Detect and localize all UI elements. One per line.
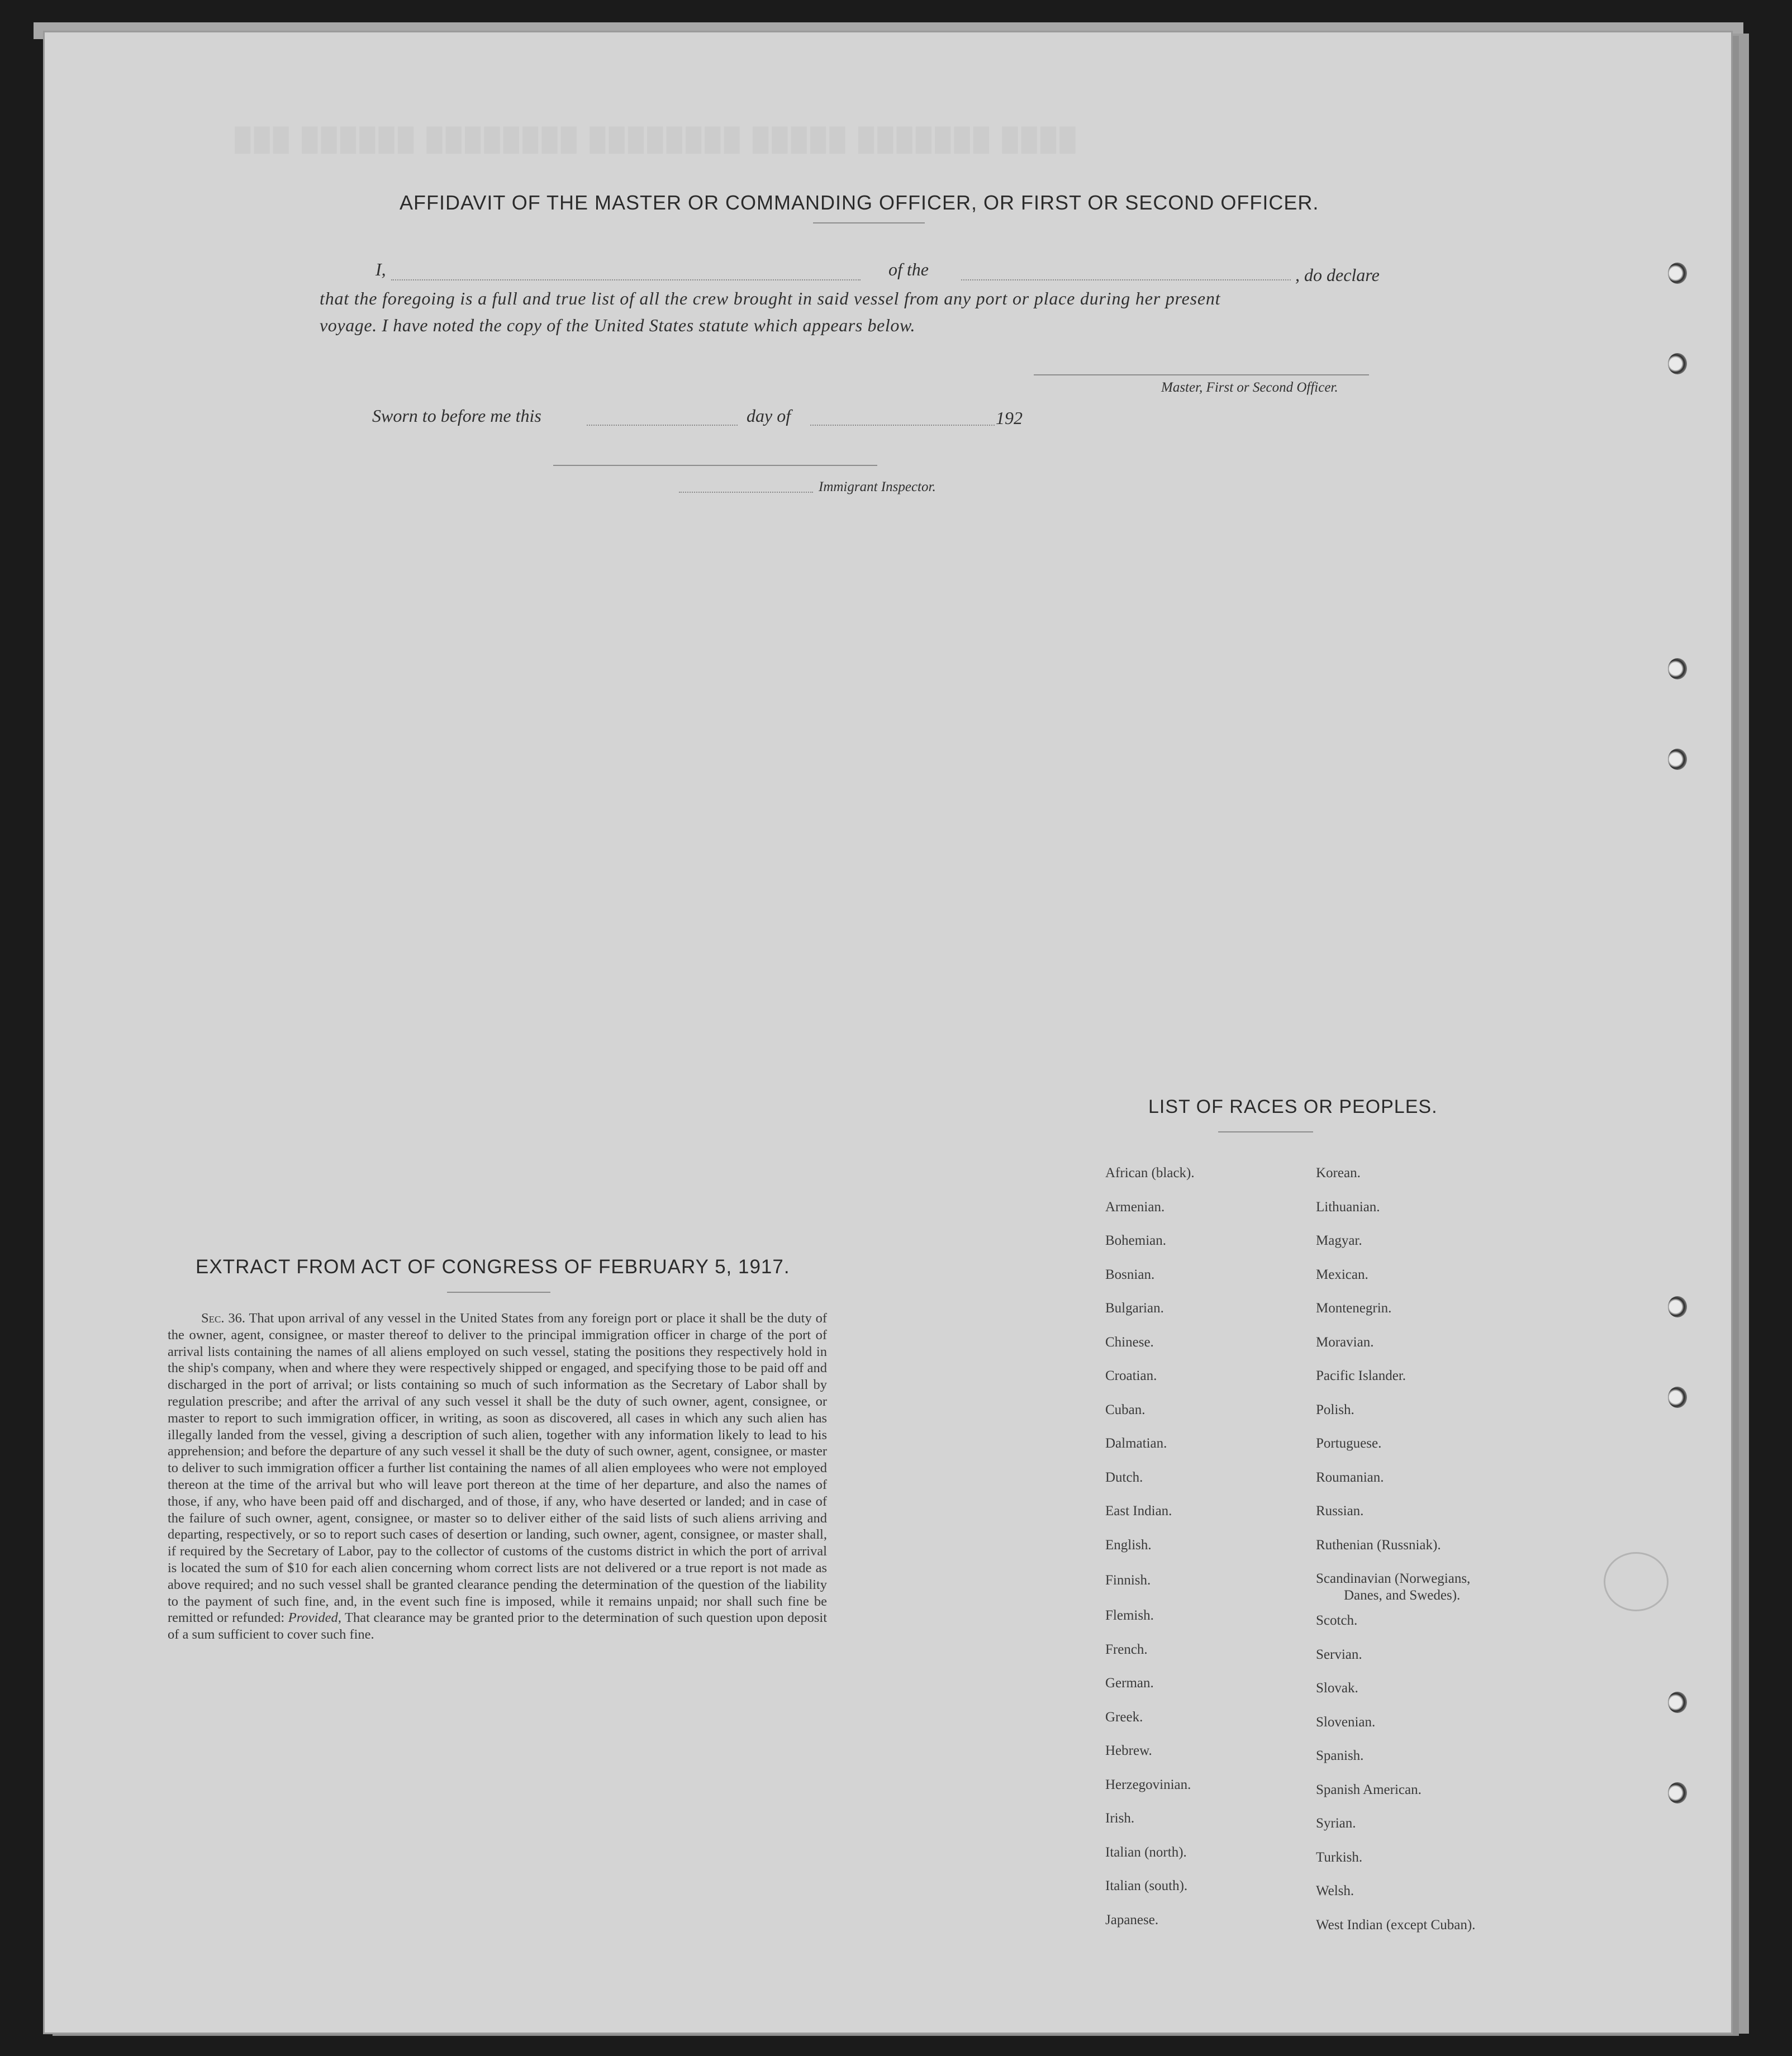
races-left-column (1105, 1156, 1195, 1937)
races-heading: LIST OF RACES OR PEOPLES. (1148, 1096, 1438, 1117)
race-item: Italian (south). (1105, 1878, 1188, 1893)
ink-stamp-icon (1604, 1552, 1669, 1611)
name-blank[interactable] (391, 279, 861, 280)
race-item: Dalmatian. (1105, 1436, 1167, 1451)
race-item: Russian. (1316, 1503, 1364, 1519)
race-item: German. (1105, 1676, 1154, 1691)
race-item: Greek. (1105, 1709, 1143, 1725)
race-item: Cuban. (1105, 1402, 1145, 1417)
bleed-through-text: ███ ██████ ████████ ████████ █████ ███████ ████ (235, 127, 1079, 152)
race-item: Armenian. (1105, 1199, 1165, 1215)
race-item: Scandinavian (Norwegians, (1316, 1571, 1471, 1586)
binding-hole-icon (1668, 353, 1687, 374)
inspector-dotted-line (679, 492, 813, 493)
extract-underline (447, 1292, 550, 1293)
race-item: Syrian. (1316, 1816, 1356, 1831)
day-of-label: day of (747, 406, 791, 426)
race-item: Servian. (1316, 1646, 1362, 1662)
binding-hole-icon (1668, 749, 1687, 770)
race-item: Turkish. (1316, 1849, 1363, 1865)
race-item: Polish. (1316, 1402, 1354, 1417)
year-prefix: 192 (996, 408, 1023, 428)
of-the-label: of the (888, 259, 929, 279)
race-item: Slovenian. (1316, 1714, 1376, 1730)
race-item: Flemish. (1105, 1608, 1154, 1623)
race-item: Spanish American. (1316, 1782, 1422, 1797)
statute-text (168, 1310, 827, 1643)
master-caption: Master, First or Second Officer. (1161, 380, 1338, 395)
race-item: Chinese. (1105, 1334, 1154, 1350)
statute-body-end: That clearance may be granted prior to the determination of such question upon deposit of a sum sufficient to cover such fine. (168, 1610, 828, 1643)
race-item: East Indian. (1105, 1503, 1172, 1519)
sworn-month-blank[interactable] (810, 425, 995, 426)
race-item: Portuguese. (1316, 1436, 1382, 1451)
sworn-label: Sworn to before me this (372, 406, 541, 426)
race-item: Lithuanian. (1316, 1199, 1380, 1215)
race-item: Bohemian. (1105, 1233, 1167, 1248)
race-item: Spanish. (1316, 1748, 1364, 1763)
race-item: Irish. (1105, 1811, 1135, 1826)
race-item: Magyar. (1316, 1233, 1362, 1248)
binding-hole-icon (1668, 1782, 1687, 1803)
binding-hole-icon (1668, 1692, 1687, 1713)
i-label: I, (375, 259, 386, 279)
race-item: Italian (north). (1105, 1844, 1187, 1860)
race-item: Dutch. (1105, 1469, 1143, 1485)
statute-body: That upon arrival of any vessel in the United States from any foreign port or place it shall be the duty of the owner, agent, consignee, or master thereof to deliver to the principal immigration officer in charge of the port of arrival lists containing the names of all aliens employed on such vessel, stating the positions they respectively hold in the ship's company, when and where they were respectively shipped or engaged, and specifying those to be paid off and discharged in the port of arrival; or lists containing so much of such information as the Secretary of Labor shall by regulation prescribe; and after the arrival of any such vessel it shall be the duty of such owner, agent, consignee, or master to report to such immigration officer, in writing, as soon as discovered, all cases in which any such alien has illegally landed from the vessel, giving a description of such alien, together with any information likely to lead to his apprehension; and before the departure of any such vessel it shall be the duty of such owner, agent, consignee, or master to deliver to such immigration officer a further list containing the names of all alien employees who were not employed thereon at the time of the arrival but who will leave port thereon at the time of her departure, and also the names of those, if any, who have been paid off and discharged, and of those, if any, who have deserted or landed; and in case of the failure of such owner, agent, consignee, or master so to deliver either of the said lists of such aliens arriving and departing, respectively, or so to report such cases of desertion or landing, such owner, agent, consignee, or master shall, if required by the Secretary of Labor, pay to the collector of customs of the customs district in which the port of arrival is located the sum of $10 for each alien concerning whom correct lists are not delivered or a true report is not made as above required; and no such vessel shall be granted clearance pending the determination of the question of the liability to the payment of such fine, and, in the event such fine is imposed, while it remains unpaid; nor shall such fine be remitted or refunded: (168, 1311, 827, 1626)
races-underline (1218, 1131, 1313, 1132)
race-item: Scotch. (1316, 1613, 1358, 1628)
race-item: Roumanian. (1316, 1469, 1384, 1485)
race-item: English. (1105, 1537, 1152, 1553)
race-item: Croatian. (1105, 1368, 1157, 1383)
race-item: Pacific Islander. (1316, 1368, 1406, 1383)
affidavit-line-3: voyage. I have noted the copy of the United States statute which appears below. (320, 315, 916, 335)
race-item: Mexican. (1316, 1267, 1368, 1282)
race-item: French. (1105, 1641, 1148, 1657)
race-item: Ruthenian (Russniak). (1316, 1537, 1441, 1553)
binding-hole-icon (1668, 1296, 1687, 1317)
binding-hole-icon (1668, 658, 1687, 679)
section-label: Sec. 36. (201, 1311, 245, 1326)
heading-underline (813, 222, 925, 223)
race-item: Montenegrin. (1316, 1301, 1392, 1316)
races-right-column (1316, 1156, 1475, 1942)
race-item: African (black). (1105, 1165, 1195, 1181)
extract-heading: EXTRACT FROM ACT OF CONGRESS OF FEBRUARY 5, 1917. (196, 1256, 790, 1278)
race-item: Hebrew. (1105, 1743, 1152, 1758)
race-item: Bosnian. (1105, 1267, 1155, 1282)
race-item: Bulgarian. (1105, 1301, 1164, 1316)
binding-hole-icon (1668, 263, 1687, 284)
provided-label: Provided, (288, 1610, 341, 1626)
race-item: Herzegovinian. (1105, 1777, 1191, 1792)
vessel-blank[interactable] (961, 279, 1291, 280)
inspector-signature-line[interactable] (553, 465, 877, 466)
master-signature-line[interactable] (1034, 374, 1369, 375)
race-item: Korean. (1316, 1165, 1361, 1181)
inspector-caption: Immigrant Inspector. (819, 479, 936, 494)
race-item: Japanese. (1105, 1912, 1159, 1928)
affidavit-heading: AFFIDAVIT OF THE MASTER OR COMMANDING OFFICER, OR FIRST OR SECOND OFFICER. (400, 191, 1319, 214)
race-item: Finnish. (1105, 1573, 1151, 1588)
sworn-day-blank[interactable] (587, 425, 738, 426)
race-item: Welsh. (1316, 1883, 1354, 1898)
declare-label: , do declare (1295, 265, 1380, 285)
race-item: Slovak. (1316, 1681, 1358, 1696)
affidavit-line-2: that the foregoing is a full and true list of all the crew brought in said vessel from any port or place during her present (320, 288, 1221, 308)
race-item: Moravian. (1316, 1334, 1374, 1350)
binding-hole-icon (1668, 1387, 1687, 1408)
race-item: West Indian (except Cuban). (1316, 1917, 1476, 1933)
race-item: Danes, and Swedes). (1344, 1588, 1461, 1603)
